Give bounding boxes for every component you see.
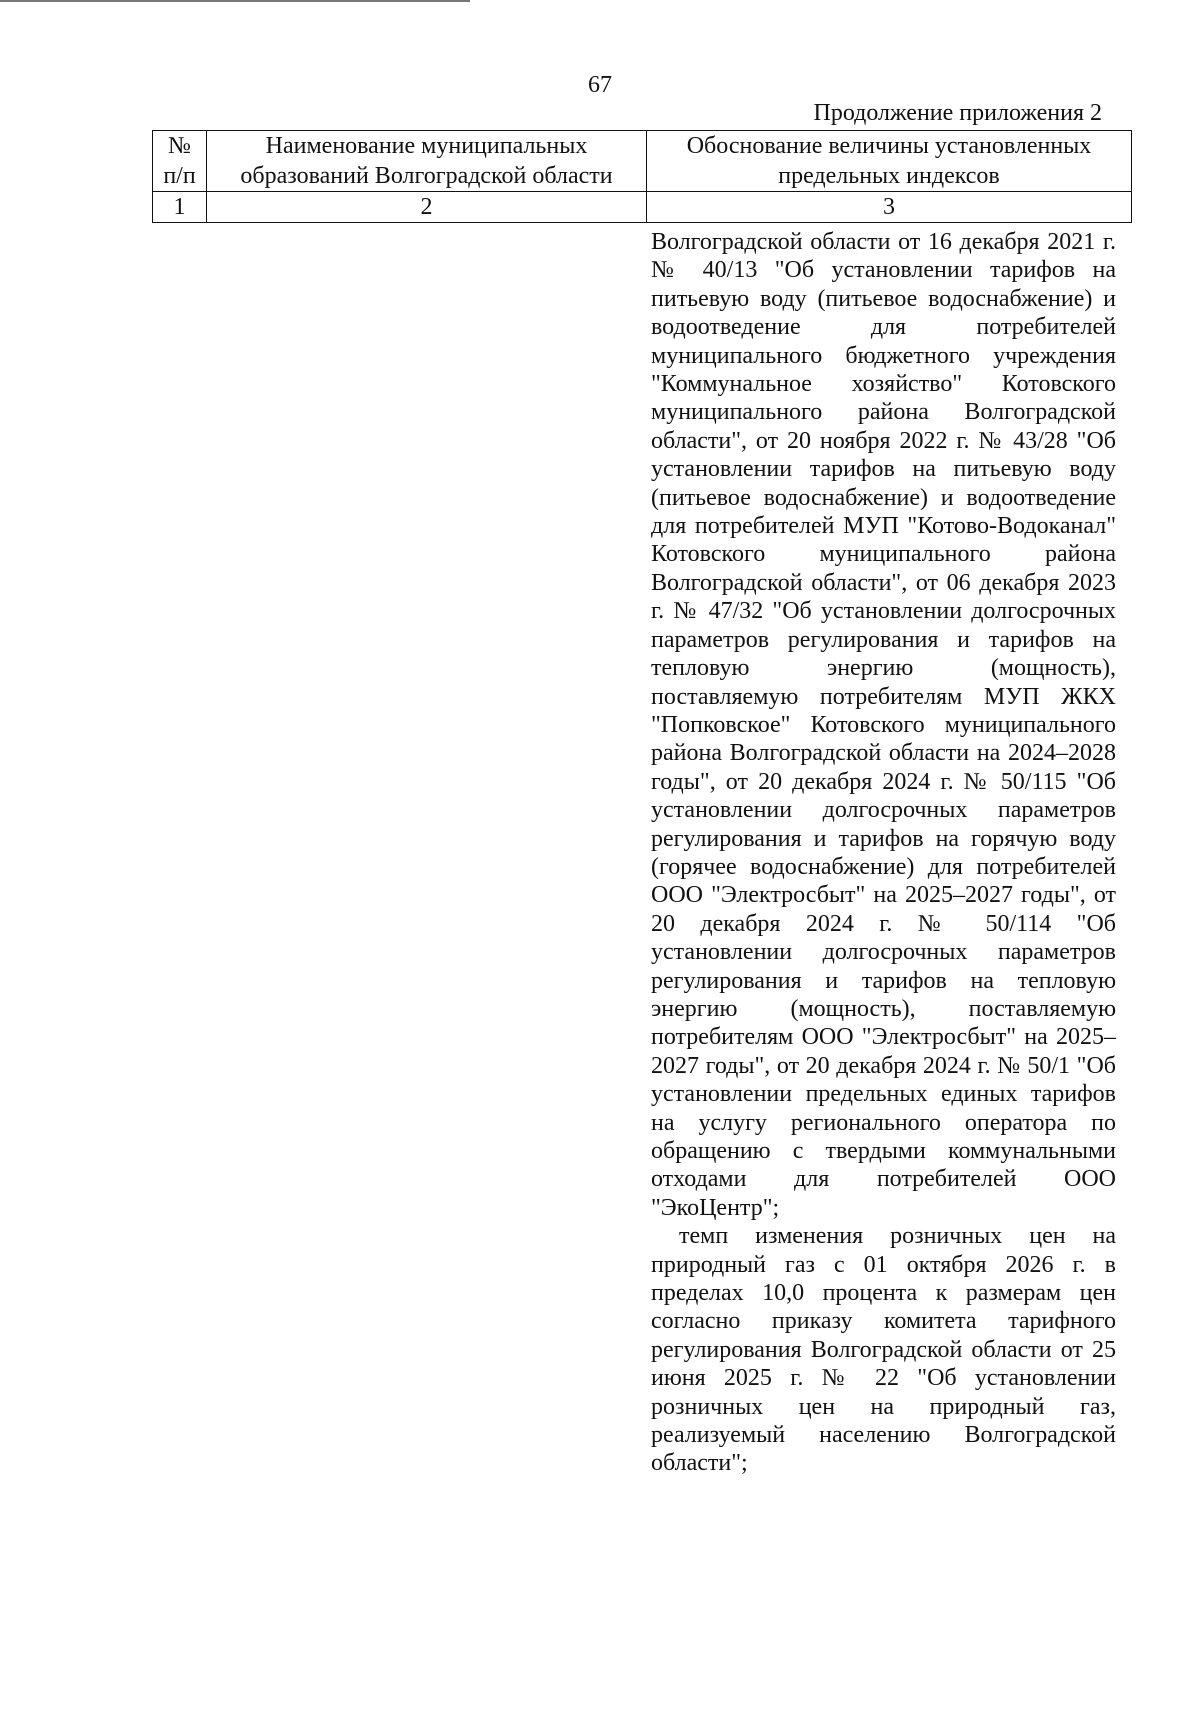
header-municipality-column: Наименование муниципальных образований Волгоградской области [207, 131, 647, 192]
table-header-row [153, 131, 1132, 192]
column-number-row [153, 192, 1132, 223]
column-number-1: 1 [153, 192, 207, 223]
column-number-2: 2 [207, 192, 647, 223]
column-number-3: 3 [647, 192, 1132, 223]
justification-paragraph-2: темп изменения розничных цен на природный газ с 01 октября 2026 г. в пределах 10,0 процента к размерам цен согласно приказу комитета тарифного регулирования Волгоградской области от 25 июня 2025 г. № 22 "Об установлении розничных цен на природный газ, реализуемый населению Волгоградской области"; [651, 1223, 1116, 1477]
justification-paragraph-1: Волгоградской области от 16 декабря 2021 г. № 40/13 "Об установлении тарифов на питьевую воду (питьевое водоснабжение) и водоотведение для потребителей муниципального бюджетного учреждения "Коммунальное хозяйство" Котовского муниципального района Волгоградской области", от 20 ноября 2022 г. № 43/28 "Об установлении тарифов на питьевую воду (питьевое водоснабжение) и водоотведение для потребителей МУП "Котово-Водоканал" Котовского муниципального района Волгоградской области", от 06 декабря 2023 г. № 47/32 "Об установлении долгосрочных параметров регулирования и тарифов на тепловую энергию (мощность), поставляемую потребителям МУП ЖКХ "Попковское" Котовского муниципального района Волгоградской области на 2024–2028 годы", от 20 декабря 2024 г. № 50/115 "Об установлении долгосрочных параметров регулирования и тарифов на горячую воду (горячее водоснабжение) для потребителей ООО "Электросбыт" на 2025–2027 годы", от 20 декабря 2024 г. № 50/114 "Об установлении долгосрочных параметров регулирования и тарифов на тепловую энергию (мощность), поставляемую потребителям ООО "Электросбыт" на 2025–2027 годы", от 20 декабря 2024 г. № 50/1 "Об установлении предельных единых тарифов на услугу регионального оператора по обращению с твердыми коммунальными отходами для потребителей ООО "ЭкоЦентр"; [651, 229, 1116, 1221]
page-number: 67 [588, 72, 612, 98]
continuation-label: Продолжение приложения 2 [813, 100, 1102, 126]
justification-text [651, 228, 1116, 1478]
header-justification-column: Обоснование величины установленных предельных индексов [647, 131, 1132, 192]
table-header [152, 130, 1132, 223]
header-number-column: № п/п [153, 131, 207, 192]
top-edge-rule [0, 0, 470, 2]
